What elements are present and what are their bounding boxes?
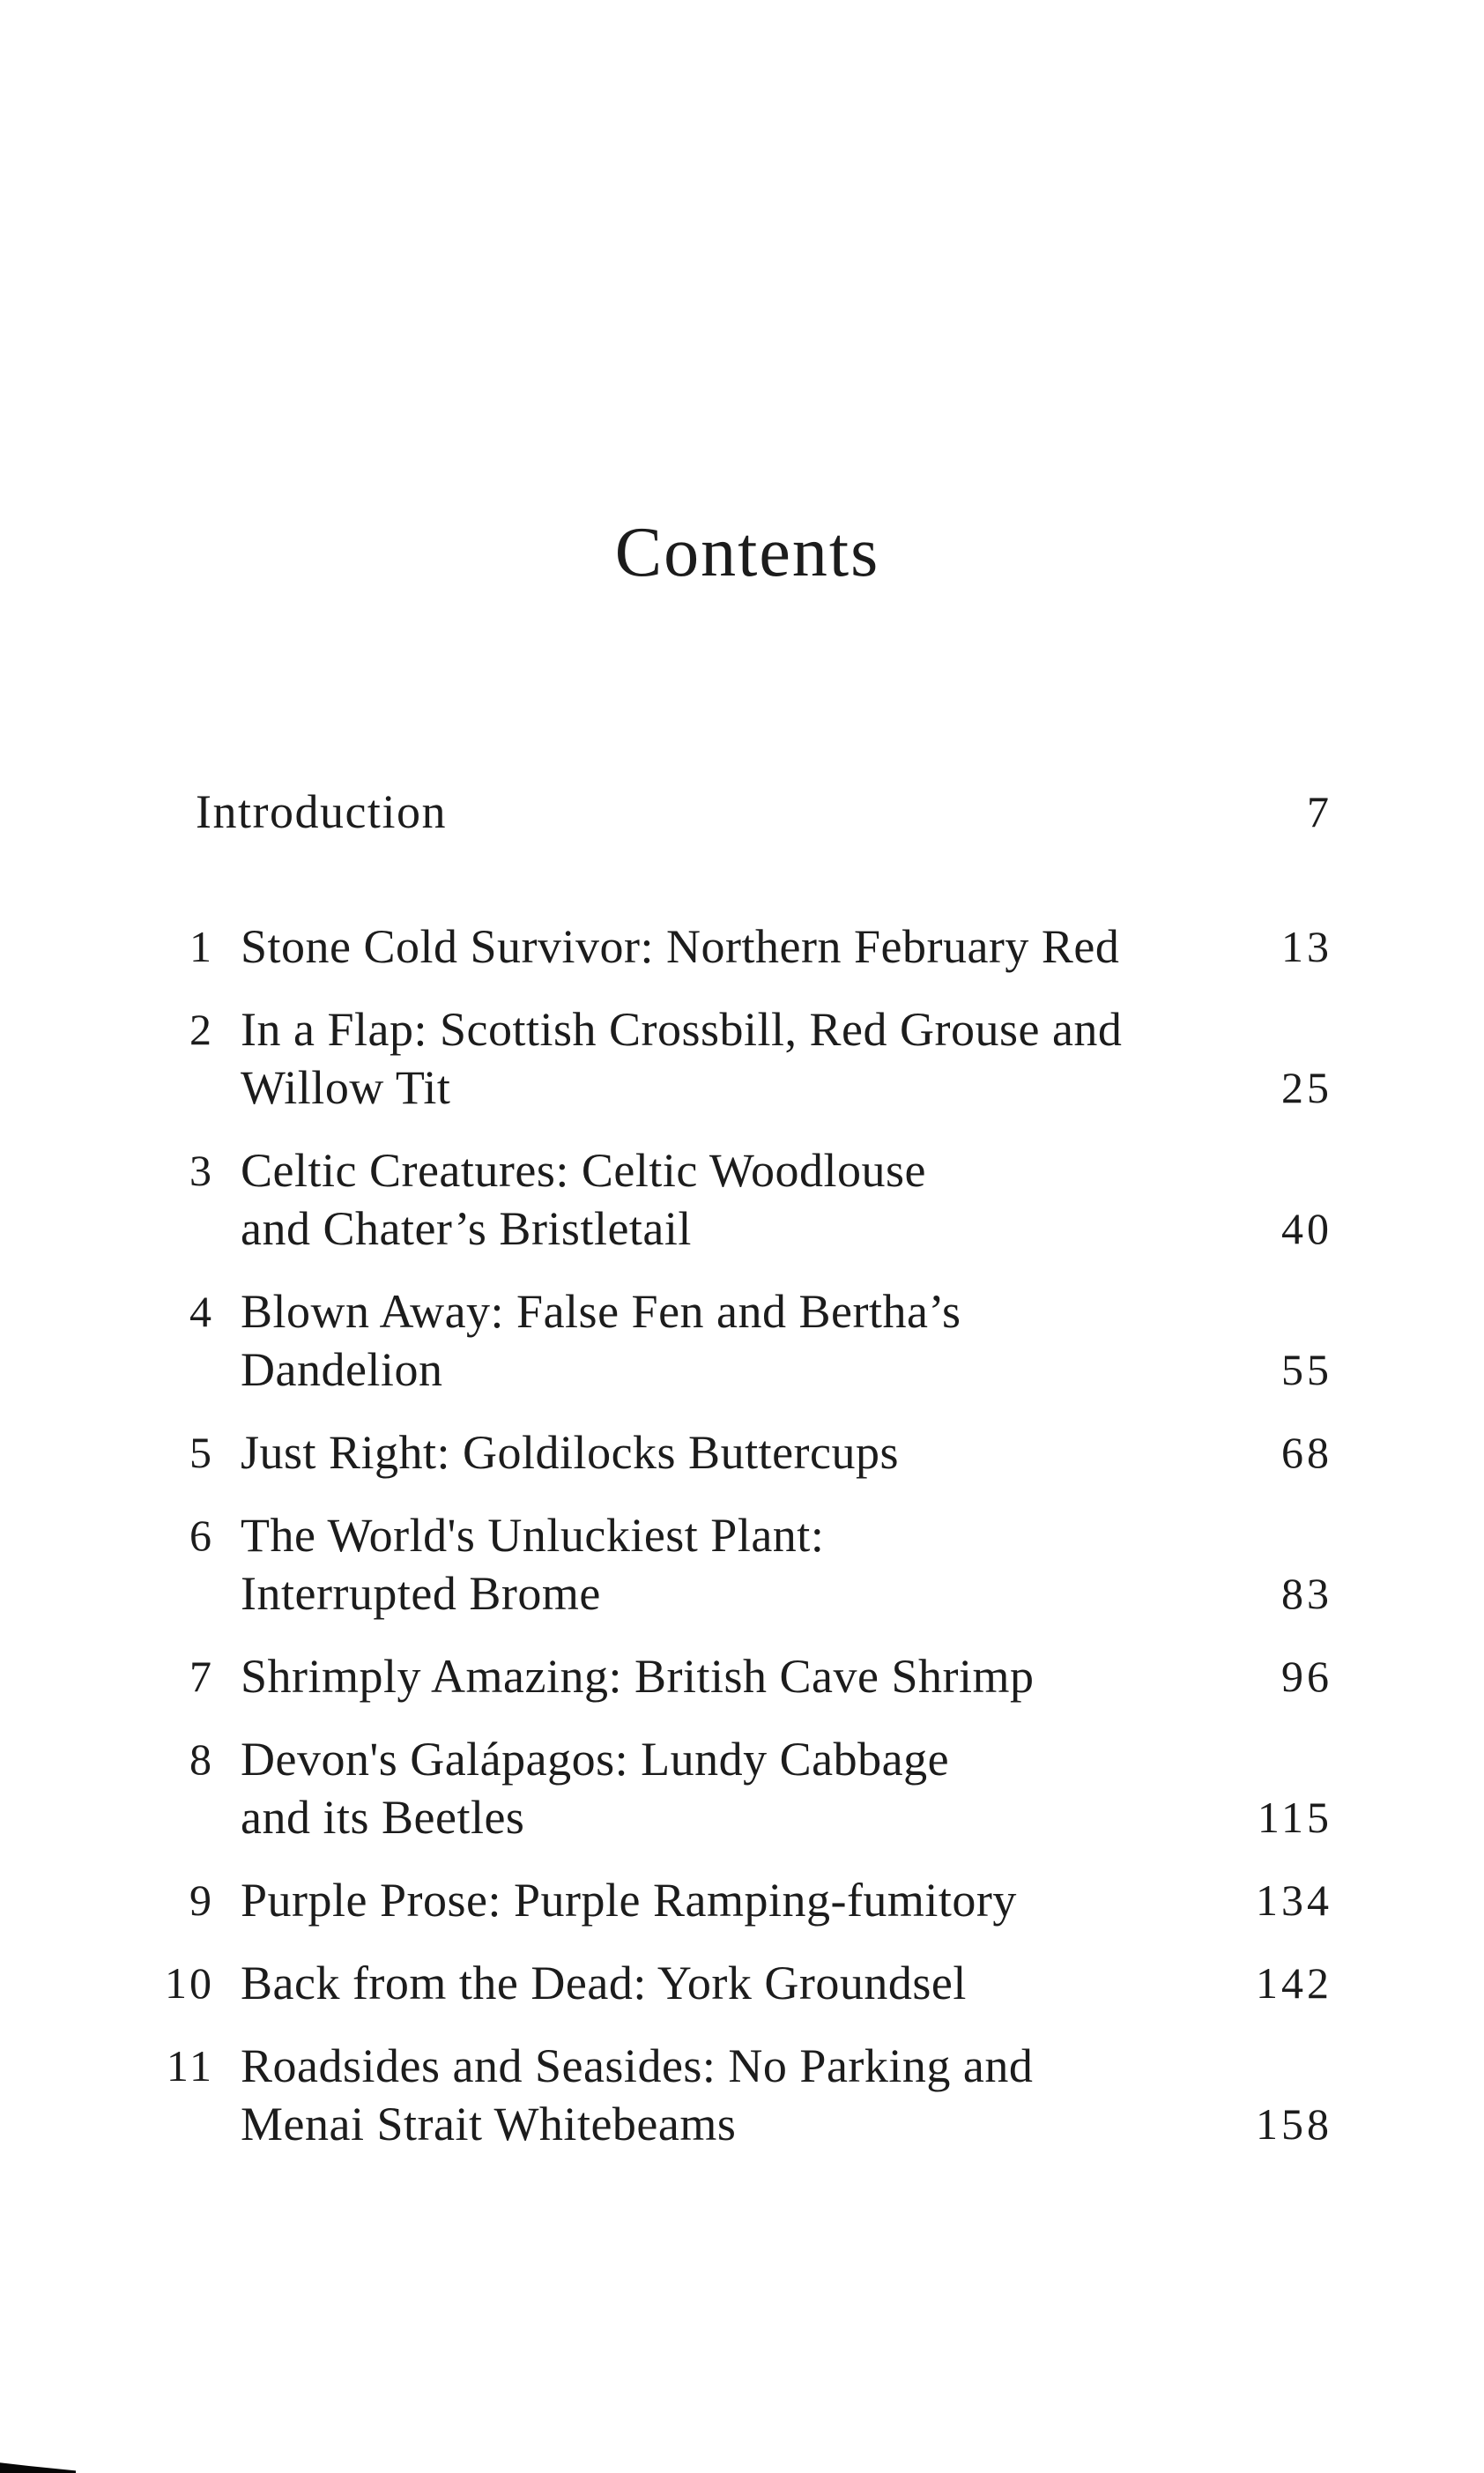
page-title: Contents	[614, 514, 880, 591]
chapter-number: 9	[189, 1875, 214, 1925]
chapter-title	[241, 2037, 1235, 2153]
chapter-title	[241, 1000, 1235, 1117]
chapter-title	[241, 1730, 1235, 1846]
title-line: Blown Away: False Fen and Bertha’s	[241, 1285, 961, 1338]
chapter-title	[241, 1506, 1235, 1623]
title-line: Devon's Galápagos: Lundy Cabbage	[241, 1733, 950, 1786]
chapter-title	[241, 917, 1235, 976]
toc-entry	[132, 1000, 1332, 1117]
chapter-title	[241, 1871, 1235, 1929]
page-number: 40	[1281, 1204, 1332, 1253]
title-line: Purple Prose: Purple Ramping-fumitory	[241, 1874, 1017, 1927]
toc-entry	[132, 1647, 1332, 1705]
table-of-contents	[132, 783, 1332, 2153]
title-line: Roadsides and Seasides: No Parking and	[241, 2039, 1034, 2092]
toc-entry	[132, 917, 1332, 976]
page-number: 158	[1256, 2099, 1332, 2149]
chapter-number: 7	[189, 1652, 214, 1701]
chapter-title	[241, 1954, 1235, 2012]
title-line: Dandelion	[241, 1343, 443, 1396]
chapter-list	[132, 917, 1332, 2153]
title-line: In a Flap: Scottish Crossbill, Red Grouse and	[241, 1003, 1123, 1056]
toc-entry	[132, 1954, 1332, 2012]
title-line: Shrimply Amazing: British Cave Shrimp	[241, 1650, 1035, 1703]
page-number: 25	[1281, 1063, 1332, 1112]
chapter-number: 10	[165, 1958, 214, 2008]
chapter-title	[241, 1282, 1235, 1399]
page-number: 68	[1281, 1428, 1332, 1477]
toc-entry	[132, 2037, 1332, 2153]
page-number: 134	[1256, 1875, 1332, 1925]
page-number: 55	[1281, 1345, 1332, 1394]
title-line: Celtic Creatures: Celtic Woodlouse	[241, 1144, 926, 1197]
toc-entry	[132, 1730, 1332, 1846]
title-line: Menai Strait Whitebeams	[241, 2098, 737, 2150]
chapter-number: 4	[189, 1287, 214, 1336]
page-number: 142	[1256, 1958, 1332, 2008]
page-number: 115	[1257, 1793, 1332, 1842]
title-line: Just Right: Goldilocks Buttercups	[241, 1426, 900, 1479]
toc-entry	[132, 1141, 1332, 1258]
scan-artifact-mark	[0, 2462, 76, 2473]
page-number: 96	[1281, 1652, 1332, 1701]
toc-entry	[132, 1282, 1332, 1399]
toc-entry	[132, 1423, 1332, 1482]
chapter-number: 6	[189, 1511, 214, 1560]
toc-entry	[132, 1871, 1332, 1929]
page-number: 13	[1281, 922, 1332, 971]
title-line: The World's Unluckiest Plant:	[241, 1509, 825, 1562]
chapter-number: 1	[189, 922, 214, 971]
title-line: Interrupted Brome	[241, 1567, 601, 1620]
title-line: Stone Cold Survivor: Northern February Red	[241, 920, 1120, 973]
title-line: and its Beetles	[241, 1791, 525, 1844]
page-number: 7	[1307, 787, 1332, 836]
chapter-number: 2	[189, 1005, 214, 1054]
chapter-title	[241, 1423, 1235, 1482]
introduction-label: Introduction	[196, 785, 447, 838]
toc-entry-introduction	[132, 783, 1332, 841]
chapter-number: 8	[189, 1734, 214, 1784]
title-line: Willow Tit	[241, 1061, 451, 1114]
title-line: and Chater’s Bristletail	[241, 1202, 692, 1255]
title-line: Back from the Dead: York Groundsel	[241, 1957, 967, 2009]
chapter-title	[241, 1141, 1235, 1258]
chapter-number: 11	[166, 2041, 214, 2091]
chapter-number: 5	[189, 1428, 214, 1477]
chapter-number: 3	[189, 1146, 214, 1195]
page-number: 83	[1281, 1569, 1332, 1618]
toc-entry	[132, 1506, 1332, 1623]
chapter-title	[241, 1647, 1235, 1705]
